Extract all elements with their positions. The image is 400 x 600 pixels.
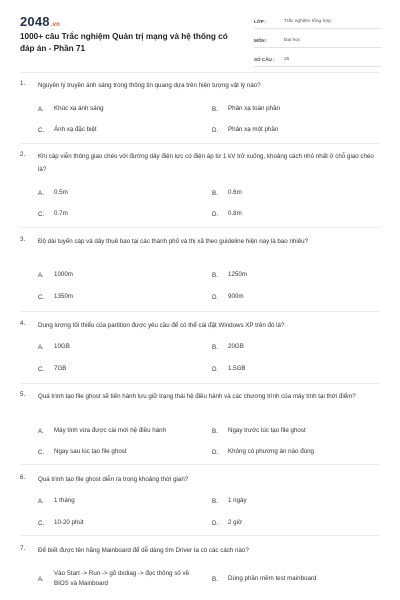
question-text: Độ dài tuyến cáp và dây thuê bao tại các thành phố và thị xã theo guideline hiện nay là bao nhiêu? (38, 238, 309, 245)
option-text: 1.5GB (228, 365, 246, 372)
question-number: 4. (20, 320, 26, 327)
answer-option-a[interactable] (38, 188, 68, 198)
option-text: Ánh xạ đặc biệt (54, 126, 97, 133)
option-letter: B. (212, 343, 218, 351)
question-number: 7. (20, 545, 26, 552)
option-letter: C. (38, 365, 45, 373)
answer-option-d[interactable] (212, 364, 246, 374)
option-text: 0.5m (54, 189, 68, 196)
option-text: 1 tháng (54, 497, 75, 504)
meta-class-label: LỚP : (254, 18, 267, 24)
answer-option-d[interactable] (212, 447, 314, 457)
question-text: Quá trình tạo file ghost sẽ tiến hành lưu giữ trạng thái hệ điều hành và các chương trình của máy tính tại thời điểm? (38, 393, 356, 400)
question-text: Nguyên lý truyền ánh sáng trong thông tin quang dựa trên hiện tượng vật lý nào? (38, 82, 261, 89)
question-divider (20, 535, 380, 536)
logo-domain: .vn (50, 22, 61, 28)
option-letter: D. (212, 126, 219, 134)
question-number: 1. (20, 80, 26, 87)
option-text: 10-20 phút (54, 519, 84, 526)
logo-text: 2048 (20, 14, 50, 29)
question-divider (20, 227, 380, 228)
answer-option-a[interactable] (38, 104, 104, 114)
option-letter: B. (212, 271, 218, 279)
answer-option-b[interactable] (212, 496, 247, 506)
question-number: 2. (20, 151, 26, 158)
answer-option-c[interactable] (38, 364, 66, 374)
answer-option-c[interactable] (38, 292, 73, 302)
option-text: 20GB (228, 343, 244, 350)
question-divider (20, 311, 380, 312)
option-text: 1000m (54, 271, 73, 278)
option-letter: D. (212, 210, 219, 218)
option-text: 7GB (54, 365, 67, 372)
meta-subject-value: Đại học (284, 37, 301, 43)
option-letter: D. (212, 365, 219, 373)
meta-count-label: SỐ CÂU : (254, 56, 275, 62)
option-text: Khúc xạ ánh sáng (54, 105, 104, 112)
option-letter: B. (212, 427, 218, 435)
option-text: 0.8m (228, 210, 242, 217)
option-letter: C. (38, 293, 45, 301)
answer-option-c[interactable] (38, 209, 68, 219)
question-divider (20, 464, 380, 465)
answer-option-b[interactable] (212, 426, 306, 436)
option-letter: A. (38, 427, 44, 435)
question-divider (20, 143, 380, 144)
option-letter: C. (38, 126, 45, 134)
option-text: Vào Start -> Run -> gõ dxdiag -> đọc thông số về BIOS và Mainboard (54, 570, 190, 587)
answer-option-a[interactable] (38, 496, 75, 506)
answer-option-a[interactable] (38, 270, 73, 280)
option-letter: D. (212, 448, 219, 456)
answer-option-a[interactable] (38, 342, 70, 352)
option-text: 1 ngày (228, 497, 247, 504)
option-text: Phản xạ một phần (228, 126, 279, 133)
answer-option-b[interactable] (212, 104, 280, 114)
answer-option-a[interactable] (38, 426, 166, 436)
option-letter: A. (38, 189, 44, 197)
answer-option-b[interactable] (212, 270, 247, 280)
option-text: 10GB (54, 343, 70, 350)
option-text: Ngay sau lúc tạo file ghost (54, 448, 127, 455)
option-text: 0.6m (228, 189, 242, 196)
document-title: 1000+ câu Trắc nghiệm Quản trị mạng và hệ thống có đáp án - Phần 71 (20, 32, 228, 53)
option-text: Không có phương án nào đúng (228, 448, 314, 455)
question-text: Dung lượng tối thiểu của partition được yêu cầu để có thể cài đặt Windows XP trên đó là? (38, 322, 285, 329)
answer-option-d[interactable] (212, 292, 243, 302)
meta-subject-label: MÔN : (254, 37, 268, 43)
option-letter: B. (212, 105, 218, 113)
page-header (0, 0, 400, 72)
answer-option-b[interactable] (212, 574, 316, 584)
question-number: 3. (20, 236, 26, 243)
answer-option-d[interactable] (212, 209, 242, 219)
option-letter: A. (38, 271, 44, 279)
answer-option-b[interactable] (212, 188, 242, 198)
meta-count-value: 25 (284, 56, 290, 62)
option-text: Phản xạ toàn phần (228, 105, 280, 112)
option-text: Ngay trước lúc tạo file ghost (228, 427, 306, 434)
option-text: 900m (228, 293, 244, 300)
option-text: 0.7m (54, 210, 68, 217)
header-divider (20, 72, 380, 73)
option-text: 1250m (228, 271, 247, 278)
question-text: Quá trình tạo file ghost diễn ra trong khoảng thời gian? (38, 476, 189, 483)
answer-option-a[interactable] (38, 569, 203, 589)
answer-option-b[interactable] (212, 342, 244, 352)
answer-option-c[interactable] (38, 447, 127, 457)
option-text: 2 giờ (228, 519, 243, 526)
meta-subject-row (254, 33, 382, 48)
option-letter: C. (38, 519, 45, 527)
question-text: Để biết được tên hãng Mainboard để dễ dàng tìm Driver ta có các cách nào? (38, 547, 249, 554)
option-text: Máy tính vừa được cài mới hệ điều hành (54, 427, 167, 434)
option-letter: A. (38, 105, 44, 113)
meta-class-row (254, 14, 382, 29)
question-divider (20, 383, 380, 384)
answer-option-c[interactable] (38, 518, 84, 528)
option-letter: C. (38, 448, 45, 456)
option-text: Dùng phần mềm test mainboard (228, 575, 317, 582)
question-number: 6. (20, 474, 26, 481)
question-text: Khi cáp viễn thông giao chéo với đường dây điện lực có điện áp từ 1 kV trở xuống, khoảng cách nhỏ nhất ở chỗ giao chéo là? (38, 153, 374, 173)
question-number: 5. (20, 391, 26, 398)
option-text: 1350m (54, 293, 73, 300)
option-letter: A. (38, 575, 44, 583)
answer-option-c[interactable] (38, 125, 97, 135)
option-letter: B. (212, 497, 218, 505)
quiz-meta (254, 14, 382, 71)
answer-option-d[interactable] (212, 125, 278, 135)
option-letter: D. (212, 293, 219, 301)
meta-class-value: Trắc nghiệm tổng hợp (284, 18, 331, 24)
meta-count-row (254, 52, 382, 67)
option-letter: C. (38, 210, 45, 218)
option-letter: A. (38, 497, 44, 505)
answer-option-d[interactable] (212, 518, 242, 528)
option-letter: B. (212, 575, 218, 583)
option-letter: A. (38, 343, 44, 351)
option-letter: B. (212, 189, 218, 197)
site-logo[interactable] (20, 14, 60, 29)
option-letter: D. (212, 519, 219, 527)
